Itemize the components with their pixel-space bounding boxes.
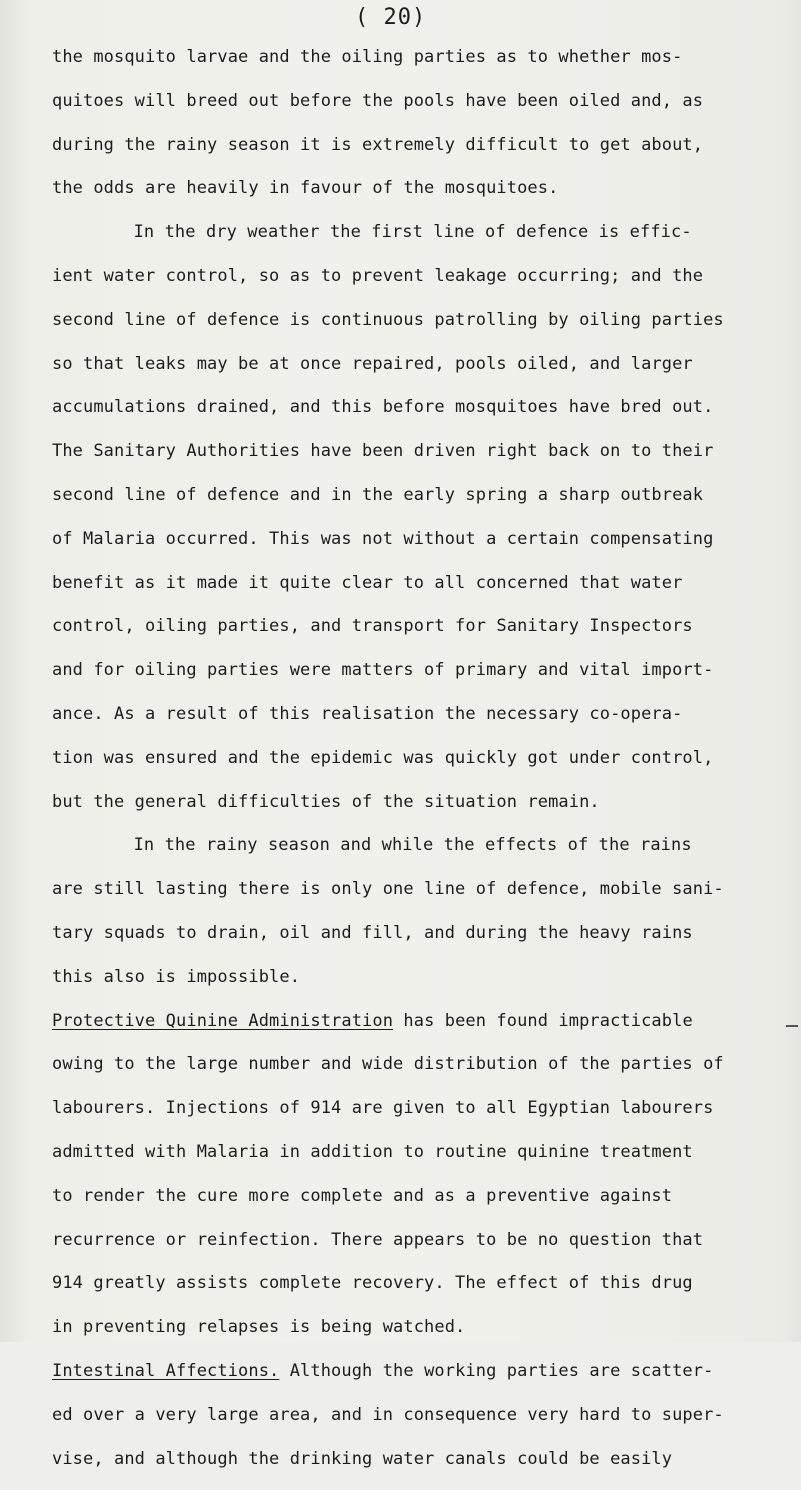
line-text: recurrence or reinfection. There appears to be no question that (52, 1230, 703, 1250)
line-text: so that leaks may be at once repaired, pools oiled, and larger (52, 354, 693, 374)
line-text: benefit as it made it quite clear to all concerned that water (52, 573, 682, 593)
line-text: ance. As a result of this realisation the necessary co-opera- (52, 704, 682, 724)
text-line (52, 658, 792, 702)
line-text: 914 greatly assists complete recovery. The effect of this drug (52, 1273, 693, 1293)
line-text: labourers. Injections of 914 are given to all Egyptian labourers (52, 1098, 713, 1118)
text-line (52, 1403, 792, 1447)
line-text: are still lasting there is only one line of defence, mobile sani- (52, 879, 724, 899)
text-line (52, 352, 792, 396)
line-text: quitoes will breed out before the pools have been oiled and, as (52, 91, 703, 111)
text-line (52, 1052, 792, 1096)
text-line (52, 1228, 792, 1272)
margin-mark (786, 1025, 798, 1027)
line-text: accumulations drained, and this before mosquitoes have bred out. (52, 397, 713, 417)
text-line (52, 1140, 792, 1184)
text-line (52, 89, 792, 133)
line-text: owing to the large number and wide distribution of the parties of (52, 1054, 724, 1074)
text-line (52, 1009, 792, 1053)
text-line (52, 746, 792, 790)
line-text: ient water control, so as to prevent leakage occurring; and the (52, 266, 703, 286)
text-line (52, 1359, 792, 1403)
text-line (52, 921, 792, 965)
line-text: vise, and although the drinking water canals could be easily (52, 1449, 672, 1469)
text-line (52, 1315, 792, 1359)
line-text: in preventing relapses is being watched. (52, 1317, 465, 1337)
line-text: The Sanitary Authorities have been driven right back on to their (52, 441, 713, 461)
line-text: has been found impracticable (393, 1011, 693, 1031)
text-line (52, 176, 792, 220)
line-text: tary squads to drain, oil and fill, and during the heavy rains (52, 923, 693, 943)
text-line (52, 133, 792, 177)
text-line (52, 1184, 792, 1228)
line-text: ed over a very large area, and in consequence very hard to super- (52, 1405, 724, 1425)
text-line (52, 527, 792, 571)
text-line (52, 614, 792, 658)
text-line (52, 308, 792, 352)
line-text: tion was ensured and the epidemic was quickly got under control, (52, 748, 713, 768)
text-line (52, 833, 792, 877)
text-line (52, 395, 792, 439)
line-text: In the dry weather the first line of defence is effic- (134, 222, 692, 242)
line-text: to render the cure more complete and as a preventive against (52, 1186, 672, 1206)
line-text: control, oiling parties, and transport for Sanitary Inspectors (52, 616, 693, 636)
line-text: but the general difficulties of the situation remain. (52, 792, 600, 812)
text-line (52, 965, 792, 1009)
text-line (52, 264, 792, 308)
text-line (52, 790, 792, 834)
text-line (52, 483, 792, 527)
line-text: and for oiling parties were matters of primary and vital import- (52, 660, 713, 680)
line-text: the mosquito larvae and the oiling parties as to whether mos- (52, 47, 682, 67)
text-line (52, 1271, 792, 1315)
line-text: during the rainy season it is extremely difficult to get about, (52, 135, 703, 155)
text-line (52, 45, 792, 89)
text-line (52, 220, 792, 264)
line-text: this also is impossible. (52, 967, 300, 987)
section-heading: Intestinal Affections. (52, 1361, 279, 1381)
text-line (52, 877, 792, 921)
line-text: In the rainy season and while the effects of the rains (134, 835, 692, 855)
text-line (52, 702, 792, 746)
line-text: second line of defence is continuous patrolling by oiling parties (52, 310, 724, 330)
text-line (52, 571, 792, 615)
page-number: ( 20) (355, 5, 426, 31)
line-text: the odds are heavily in favour of the mosquitoes. (52, 178, 558, 198)
line-text: Although the working parties are scatter- (279, 1361, 713, 1381)
text-line (52, 439, 792, 483)
line-text: of Malaria occurred. This was not without a certain compensating (52, 529, 713, 549)
text-line (52, 1447, 792, 1490)
section-heading: Protective Quinine Administration (52, 1011, 393, 1031)
text-line (52, 1096, 792, 1140)
line-text: admitted with Malaria in addition to routine quinine treatment (52, 1142, 693, 1162)
line-text: second line of defence and in the early spring a sharp outbreak (52, 485, 703, 505)
document-body (52, 45, 792, 1490)
